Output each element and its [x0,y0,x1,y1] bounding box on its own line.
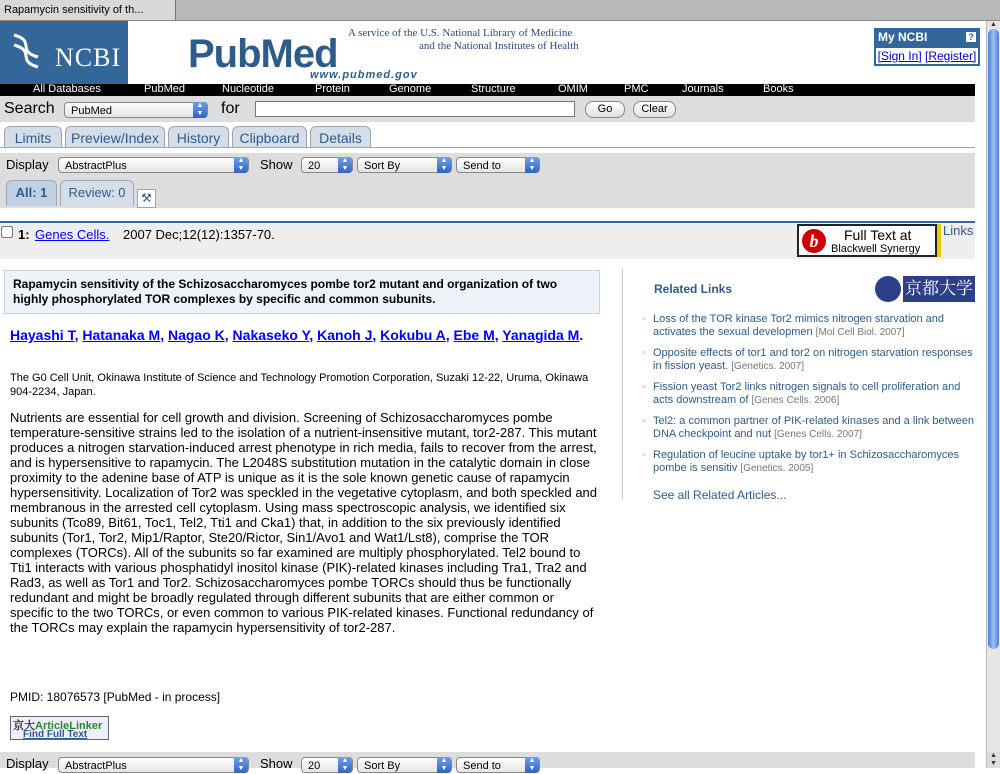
search-label: Search [4,100,55,117]
database-nav [0,84,975,96]
affiliation: The G0 Cell Unit, Okinawa Institute of Science and Technology Promotion Corporation, Suzaki 12-22, Uruma, Okinawa 904-2234, Japan. [10,372,589,398]
tabs-divider [0,147,975,148]
my-ncbi-title: My NCBI [878,30,928,44]
my-ncbi-links [876,48,978,64]
article-title: Rapamycin sensitivity of the Schizosaccharomyces pombe tor2 mutant and organization of two highly phosphorylated TOR complexes by specific and common subunits. [13,277,558,306]
display-label: Display [6,157,49,172]
send-to-select-value: Send to [463,160,501,172]
tab-details[interactable]: Details [310,126,371,148]
tab-preview-index[interactable]: Preview/Index [65,126,165,148]
nih-link[interactable]: National Institutes of Health [453,40,579,52]
select-arrows-icon: ▲ ▼ [525,157,539,173]
abstract-text: Nutrients are essential for cell growth and division. Screening of Schizosaccharomyces pombe temperature-sensitive strains led to the isolation of a nutrient-insensitive mutant, tor2-287. This mutant produces a nitrogen starvation-induced arrest phenotype in rich media, fails to recover from the arrest, and is hypersensitive to rapamycin. The L2048S substitution mutation in the catalytic domain in close proximity to the adenine base of ATP is unique as it is the sole known genetic cause of rapamycin hypersensitivity. Localization of Tor2 was speckled in the vegetative cytoplasm, and both speckled and membranous in the arrested cell cytoplasm. Using mass spectroscopic analysis, we identified six subunits (Tco89, Bit61, Toc1, Tel2, Tti1 and Cka1) that, in addition to the six previously identified subunits (Tor1, Tor2, Mip1/Raptor, Ste20/Rictor, Sin1/Avo1 and Wat1/Lst8), comprise the TOR complexes (TORCs). All of the subunits so far examined are multiply phosphorylated. Tel2 bound to Tti1 interacts with various phosphatidyl inositol kinase (PIK)-related kinases including Tra1, Tra2 and Rad3, as well as Tor1 and Tor2. Schizosaccharomyces pombe TORCs should thus be functionally redundant and might be broadly regulated through different subunits that are either common or specific to the two TORCs, or even common to various PIK-related kinases. Functional redundancy of the TORCs may explain the rapamycin hypersensitivity of tor2-287. [10,410,598,635]
full-text-line2: Blackwell Synergy [831,243,921,255]
my-ncbi-box [874,28,980,66]
clear-button[interactable]: Clear [633,101,676,118]
bullet-icon: ▫ [642,314,646,325]
author-list: Hayashi T, Hatanaka M, Nagao K, Nakaseko Y, Kanoh J, Kokubu A, Ebe M, Yanagida M. [10,327,584,343]
ncbi-logo-text: NCBI [55,43,122,72]
show-label: Show [260,157,293,172]
bullet-icon: ▫ [642,416,646,427]
related-article-source: [Genes Cells. 2006] [751,395,840,406]
nav-pubmed[interactable]: PubMed [144,83,185,95]
ncbi-logo[interactable] [0,21,128,84]
select-arrows-icon: ▲ ▼ [193,102,207,118]
nav-nucleotide[interactable]: Nucleotide [222,83,274,95]
select-arrows-icon: ▲ ▼ [437,757,451,773]
author-link[interactable]: Hayashi T [10,327,75,343]
linker-find-full-text: Find Full Text [23,729,88,740]
scrollbar-thumb[interactable] [988,29,999,649]
full-text-accent [937,224,941,257]
vertical-scrollbar[interactable] [986,21,1000,768]
blackwell-logo-icon: b [802,229,826,253]
pmid-line: PMID: 18076573 [PubMed - in process] [10,690,221,704]
see-all-related-link[interactable]: See all Related Articles... [653,488,787,502]
tab-history[interactable]: History [168,126,229,148]
sort-select[interactable] [357,157,452,173]
search-input[interactable] [255,101,575,117]
nav-genome[interactable]: Genome [389,83,432,95]
tab-limits[interactable]: Limits [4,126,62,148]
related-article-source: [Mol Cell Biol. 2007] [815,327,905,338]
sort-select-value: Sort By [364,760,401,772]
send-to-select-value: Send to [463,760,501,772]
nav-protein[interactable]: Protein [315,83,350,95]
result-number: 1: [18,227,30,242]
bullet-icon: ▫ [642,348,646,359]
author-link[interactable]: Yanagida M [502,327,580,343]
kyoto-logo-text: 京都大学 [903,276,975,302]
result-checkbox[interactable] [1,226,13,238]
tools-icon[interactable]: ⚒ [137,189,156,208]
linker-name: ArticleLinker [35,720,103,732]
select-arrows-icon: ▲ ▼ [338,757,352,773]
author-link[interactable]: Kokubu A [380,327,446,343]
sign-in-link[interactable]: [Sign In] [877,49,922,63]
related-article-source: [Genetics. 2005] [740,463,814,474]
pubmed-url: www.pubmed.gov [310,69,418,81]
kyoto-seal-icon [875,276,901,302]
author-link[interactable]: Kanoh J [317,327,373,343]
browser-tab[interactable]: Rapamycin sensitivity of th... [0,0,176,20]
database-select[interactable] [64,102,208,118]
nav-books[interactable]: Books [763,83,794,95]
links-link[interactable]: Links [943,223,974,238]
citation-text: 2007 Dec;12(12):1357-70. [123,227,275,242]
related-article-title[interactable]: Loss of the TOR kinase Tor2 mimics nitrogen starvation and activates the sexual developmen [653,313,945,338]
display-bar [0,153,975,208]
related-links-title: Related Links [654,282,733,296]
show-label-bottom: Show [260,756,293,771]
author-link[interactable]: Hatanaka M [82,327,161,343]
nlm-link[interactable]: U.S. National Library of Medicine [420,27,573,39]
full-text-button[interactable] [797,224,937,257]
browser-tab-strip [0,0,1000,21]
select-arrows-icon: ▲ ▼ [338,157,352,173]
bullet-icon: ▫ [642,450,646,461]
sort-select-value: Sort By [364,160,401,172]
result-row [0,223,975,259]
show-select-value: 20 [308,760,321,772]
kyoto-university-logo[interactable] [875,276,975,302]
related-article-source: [Genetics. 2007] [731,361,805,372]
pubmed-logo-text: PubMed [188,32,338,76]
bottom-display-bar [0,752,975,772]
search-bar [0,96,975,122]
article-title-box [4,270,600,314]
select-arrows-icon: ▲ ▼ [234,157,248,173]
go-button[interactable]: Go [585,101,625,118]
display-select[interactable] [58,157,249,173]
nav-journals[interactable]: Journals [682,83,724,95]
nav-omim[interactable]: OMIM [558,83,588,95]
display-select-value: AbstractPlus [65,160,127,172]
tab-clipboard[interactable]: Clipboard [232,126,307,148]
for-label: for [221,100,240,117]
author-link[interactable]: Nakaseko Y [232,327,310,343]
sort-select-bottom[interactable] [357,757,452,773]
display-select-value: AbstractPlus [65,760,127,772]
related-article-source: [Genes Cells. 2007] [774,429,862,440]
service-prefix-2: and the [419,40,454,52]
show-select-bottom[interactable] [301,757,353,773]
author-link[interactable]: Nagao K [167,327,225,343]
select-arrows-icon: ▲ ▼ [437,157,451,173]
send-to-select[interactable] [456,157,540,173]
send-to-select-bottom[interactable] [456,757,540,773]
journal-link[interactable]: Genes Cells. [35,227,110,242]
nav-all-databases[interactable]: All Databases [33,83,101,95]
register-link[interactable]: [Register] [925,49,977,63]
show-select-value: 20 [308,160,321,172]
tab-review-results[interactable]: Review: 0 [60,180,134,206]
related-article-title[interactable]: Opposite effects of tor1 and tor2 on nitrogen starvation responses in fission yeast. [653,347,973,372]
related-article-title[interactable]: Regulation of leucine uptake by tor1+ in Schizosaccharomyces pombe is sensitiv [653,449,960,474]
bullet-icon: ▫ [642,382,646,393]
related-article-title[interactable]: Tel2: a common partner of PIK-related kinases and a link between DNA checkpoint and nut [653,415,975,440]
service-text [348,27,579,53]
scroll-down-icon[interactable]: ▲ ▼ [987,752,1000,768]
related-article-title[interactable]: Fission yeast Tor2 links nitrogen signals to cell proliferation and acts downstream of [653,381,961,406]
select-arrows-icon: ▲ ▼ [234,757,248,773]
helix-icon [8,31,44,71]
service-prefix-1: A service of the [348,27,421,39]
author-link[interactable]: Ebe M [453,327,495,343]
pubmed-tabs [0,122,975,148]
scroll-up-icon[interactable]: ▲ [990,21,997,28]
help-icon[interactable]: ? [966,32,976,42]
tab-all-results[interactable]: All: 1 [6,180,57,206]
full-text-line1: Full Text at [844,227,912,243]
article-linker-button[interactable] [10,716,109,740]
display-select-bottom[interactable] [58,757,249,773]
nav-structure[interactable]: Structure [471,83,516,95]
display-label-bottom: Display [6,756,49,771]
show-select[interactable] [301,157,353,173]
select-arrows-icon: ▲ ▼ [525,757,539,773]
database-select-value: PubMed [71,105,112,117]
nav-pmc[interactable]: PMC [624,83,649,95]
linker-kyoto: 京大 [13,720,35,732]
column-divider [622,268,623,500]
